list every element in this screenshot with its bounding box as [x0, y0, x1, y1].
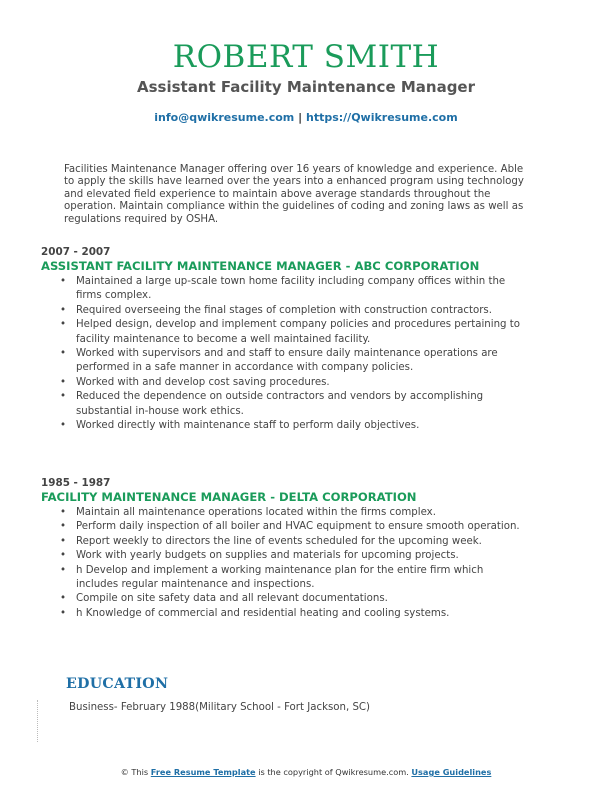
bullet-item: • Worked with and develop cost saving procedures.	[58, 376, 528, 390]
bullet-item: • Reduced the dependence on outside contractors and vendors by accomplishing substantial in-house work ethics.	[58, 390, 528, 419]
job-title-headline: Assistant Facility Maintenance Manager	[136, 78, 475, 96]
bullet-item: • h Knowledge of commercial and residential heating and cooling systems.	[58, 607, 528, 621]
bullet-item: • Worked with supervisors and and staff to ensure daily maintenance operations are performed in a safe manner in accordance with company policies.	[58, 347, 528, 376]
job-bullets	[58, 275, 528, 433]
contact-separator: |	[298, 111, 303, 124]
bullet-item: • Worked directly with maintenance staff to perform daily objectives.	[58, 419, 528, 433]
job-heading: FACILITY MAINTENANCE MANAGER - DELTA CORPORATION	[41, 490, 417, 504]
bullet-item: • Perform daily inspection of all boiler and HVAC equipment to ensure smooth operation.	[58, 520, 528, 534]
footer-middle: is the copyright of Qwikresume.com.	[258, 767, 409, 777]
bullet-item: • h Develop and implement a working maintenance plan for the entire firm which includes regular maintenance and inspections.	[58, 564, 528, 593]
free-resume-template-link[interactable]: Free Resume Template	[150, 767, 256, 777]
bullet-item: • Compile on site safety data and all relevant documentations.	[58, 592, 528, 606]
job-bullets	[58, 506, 528, 621]
job-dates: 1985 - 1987	[41, 477, 111, 489]
footer	[0, 767, 612, 777]
education-entry: Business- February 1988(Military School - Fort Jackson, SC)	[69, 702, 370, 713]
bullet-item: • Work with yearly budgets on supplies and materials for upcoming projects.	[58, 549, 528, 563]
bullet-item: • Required overseeing the final stages of completion with construction contractors.	[58, 304, 528, 318]
bullet-item: • Maintained a large up-scale town home facility including company offices within the firms complex.	[58, 275, 528, 304]
bullet-item: • Report weekly to directors the line of events scheduled for the upcoming week.	[58, 535, 528, 549]
bullet-item: • Helped design, develop and implement company policies and procedures pertaining to facility maintenance to become a well maintained facility.	[58, 318, 528, 347]
email-link[interactable]: info@qwikresume.com	[154, 111, 295, 124]
job-heading: ASSISTANT FACILITY MAINTENANCE MANAGER - ABC CORPORATION	[41, 259, 480, 273]
education-heading: EDUCATION	[66, 676, 169, 692]
job-dates: 2007 - 2007	[41, 246, 111, 258]
education-divider	[37, 700, 38, 742]
candidate-name: ROBERT SMITH	[172, 39, 440, 75]
website-link[interactable]: https://Qwikresume.com	[305, 111, 458, 124]
footer-prefix: © This	[120, 767, 149, 777]
usage-guidelines-link[interactable]: Usage Guidelines	[411, 767, 492, 777]
contact-line	[0, 111, 612, 125]
summary-paragraph: Facilities Maintenance Manager offering over 16 years of knowledge and experience. Able to apply the skills have learned over the years into a enhanced program using technology and elevated field experience to maintain above average standards throughout the operation. Maintain compliance within the guidelines of coding and zoning laws as well as regulations required by OSHA.	[64, 164, 524, 225]
bullet-item: • Maintain all maintenance operations located within the firms complex.	[58, 506, 528, 520]
